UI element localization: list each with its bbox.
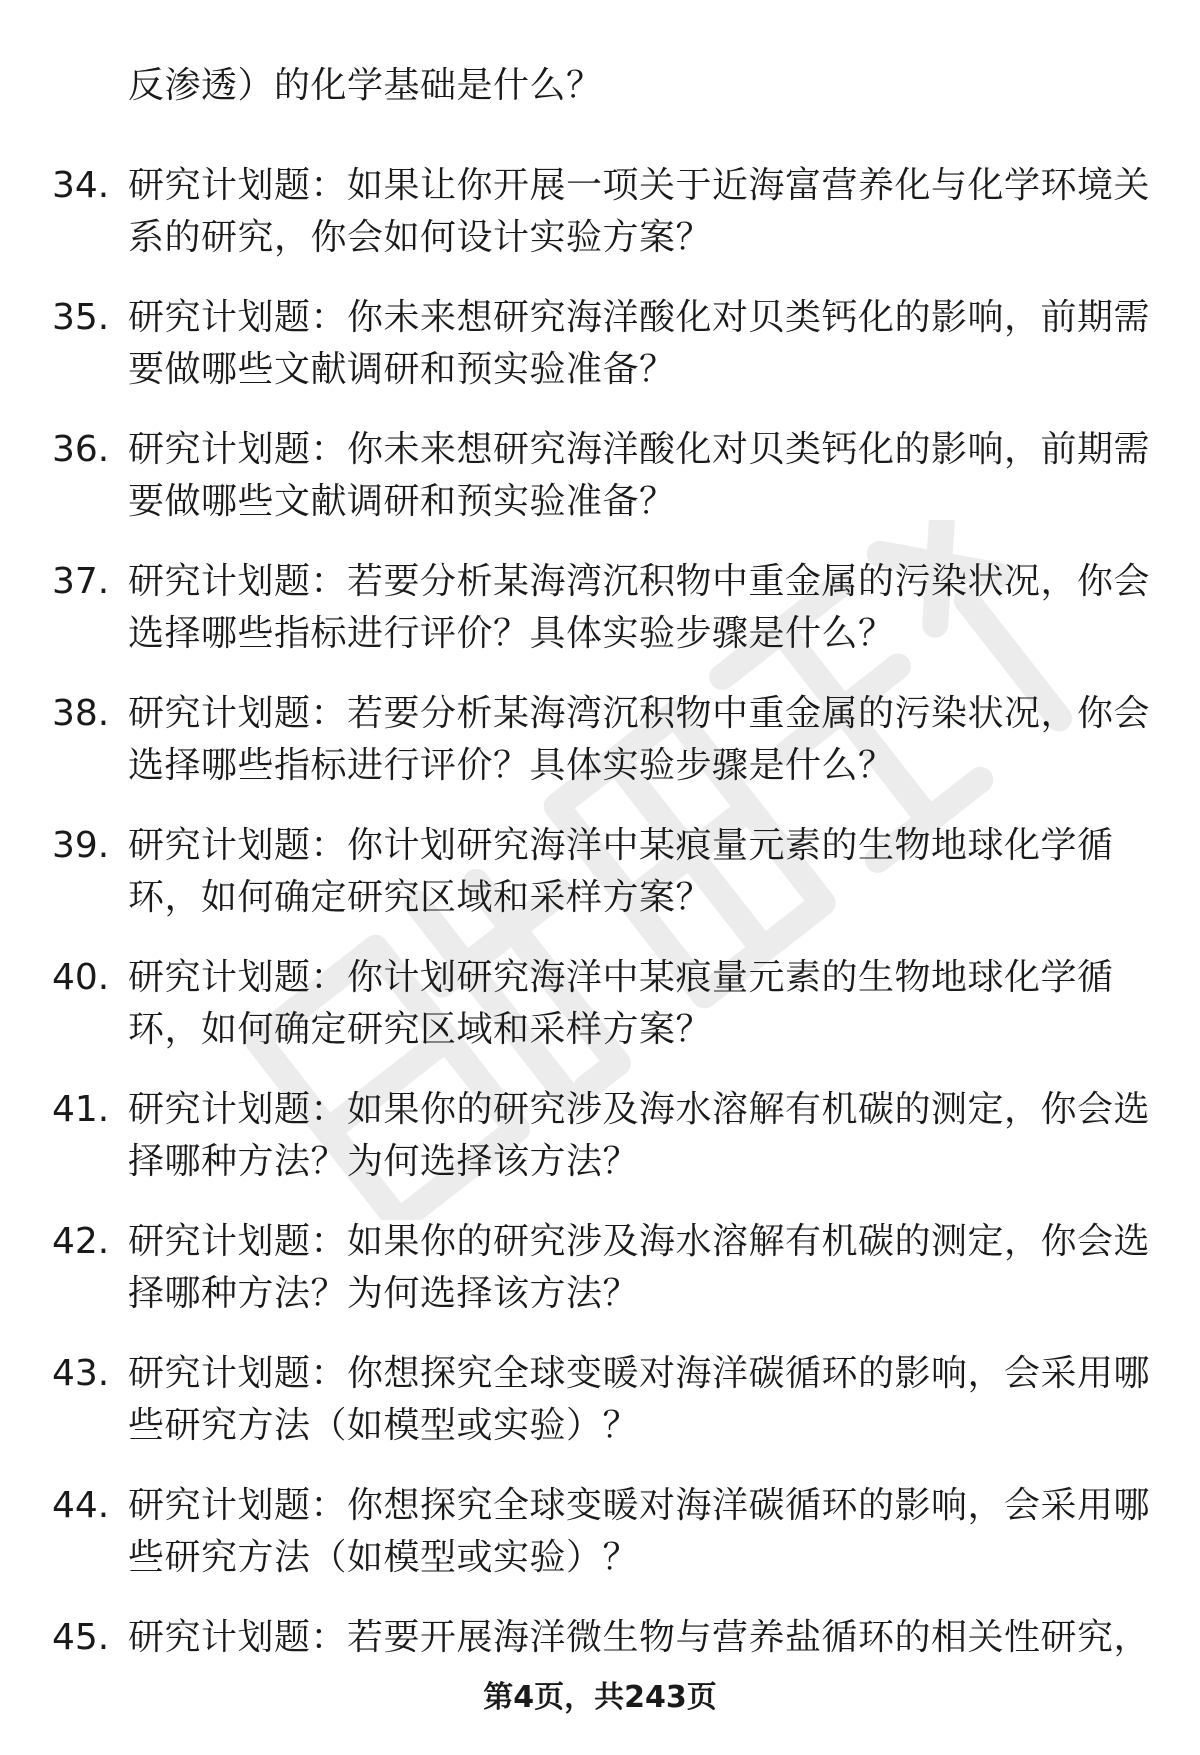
question-number: 37. xyxy=(52,561,110,602)
list-item xyxy=(0,820,1200,952)
question-text: 研究计划题：若要开展海洋微生物与营养盐循环的相关性研究， xyxy=(128,1617,1151,1658)
question-number: 34. xyxy=(52,165,110,206)
question-text: 研究计划题：如果你的研究涉及海水溶解有机碳的测定，你会选择哪种方法？为何选择该方法？ xyxy=(128,1089,1151,1182)
question-number: 42. xyxy=(52,1221,110,1262)
question-number: 38. xyxy=(52,693,110,734)
page-number-footer: 第4页，共243页 xyxy=(483,1680,717,1715)
question-text: 研究计划题：如果你的研究涉及海水溶解有机碳的测定，你会选择哪种方法？为何选择该方法？ xyxy=(128,1221,1151,1314)
list-item xyxy=(0,424,1200,556)
list-item xyxy=(0,952,1200,1084)
question-number: 39. xyxy=(52,825,110,866)
question-number: 40. xyxy=(52,957,110,998)
question-number: 43. xyxy=(52,1353,110,1394)
question-text: 研究计划题：若要分析某海湾沉积物中重金属的污染状况，你会选择哪些指标进行评价？具体实验步骤是什么？ xyxy=(128,693,1151,786)
question-number: 35. xyxy=(52,297,110,338)
continued-question-text: 反渗透）的化学基础是什么？ xyxy=(128,65,603,106)
list-item xyxy=(0,688,1200,820)
question-list xyxy=(0,160,1200,1744)
question-text: 研究计划题：你计划研究海洋中某痕量元素的生物地球化学循环，如何确定研究区域和采样方案？ xyxy=(128,825,1114,918)
list-item xyxy=(0,1084,1200,1216)
list-item xyxy=(0,160,1200,292)
list-item xyxy=(0,292,1200,424)
question-text: 研究计划题：如果让你开展一项关于近海富营养化与化学环境关系的研究，你会如何设计实验方案？ xyxy=(128,165,1151,258)
question-text: 研究计划题：你未来想研究海洋酸化对贝类钙化的影响，前期需要做哪些文献调研和预实验准备？ xyxy=(128,429,1151,522)
question-text: 研究计划题：你想探究全球变暖对海洋碳循环的影响，会采用哪些研究方法（如模型或实验）？ xyxy=(128,1353,1151,1446)
question-text: 研究计划题：你计划研究海洋中某痕量元素的生物地球化学循环，如何确定研究区域和采样方案？ xyxy=(128,957,1114,1050)
list-item xyxy=(0,1216,1200,1348)
question-number: 41. xyxy=(52,1089,110,1130)
question-number: 44. xyxy=(52,1485,110,1526)
question-number: 36. xyxy=(52,429,110,470)
question-text: 研究计划题：你未来想研究海洋酸化对贝类钙化的影响，前期需要做哪些文献调研和预实验准备？ xyxy=(128,297,1151,390)
list-item xyxy=(0,556,1200,688)
question-text: 研究计划题：若要分析某海湾沉积物中重金属的污染状况，你会选择哪些指标进行评价？具体实验步骤是什么？ xyxy=(128,561,1151,654)
list-item xyxy=(0,1348,1200,1480)
question-text: 研究计划题：你想探究全球变暖对海洋碳循环的影响，会采用哪些研究方法（如模型或实验）？ xyxy=(128,1485,1151,1578)
question-number: 45. xyxy=(52,1617,110,1658)
list-item xyxy=(0,1480,1200,1612)
